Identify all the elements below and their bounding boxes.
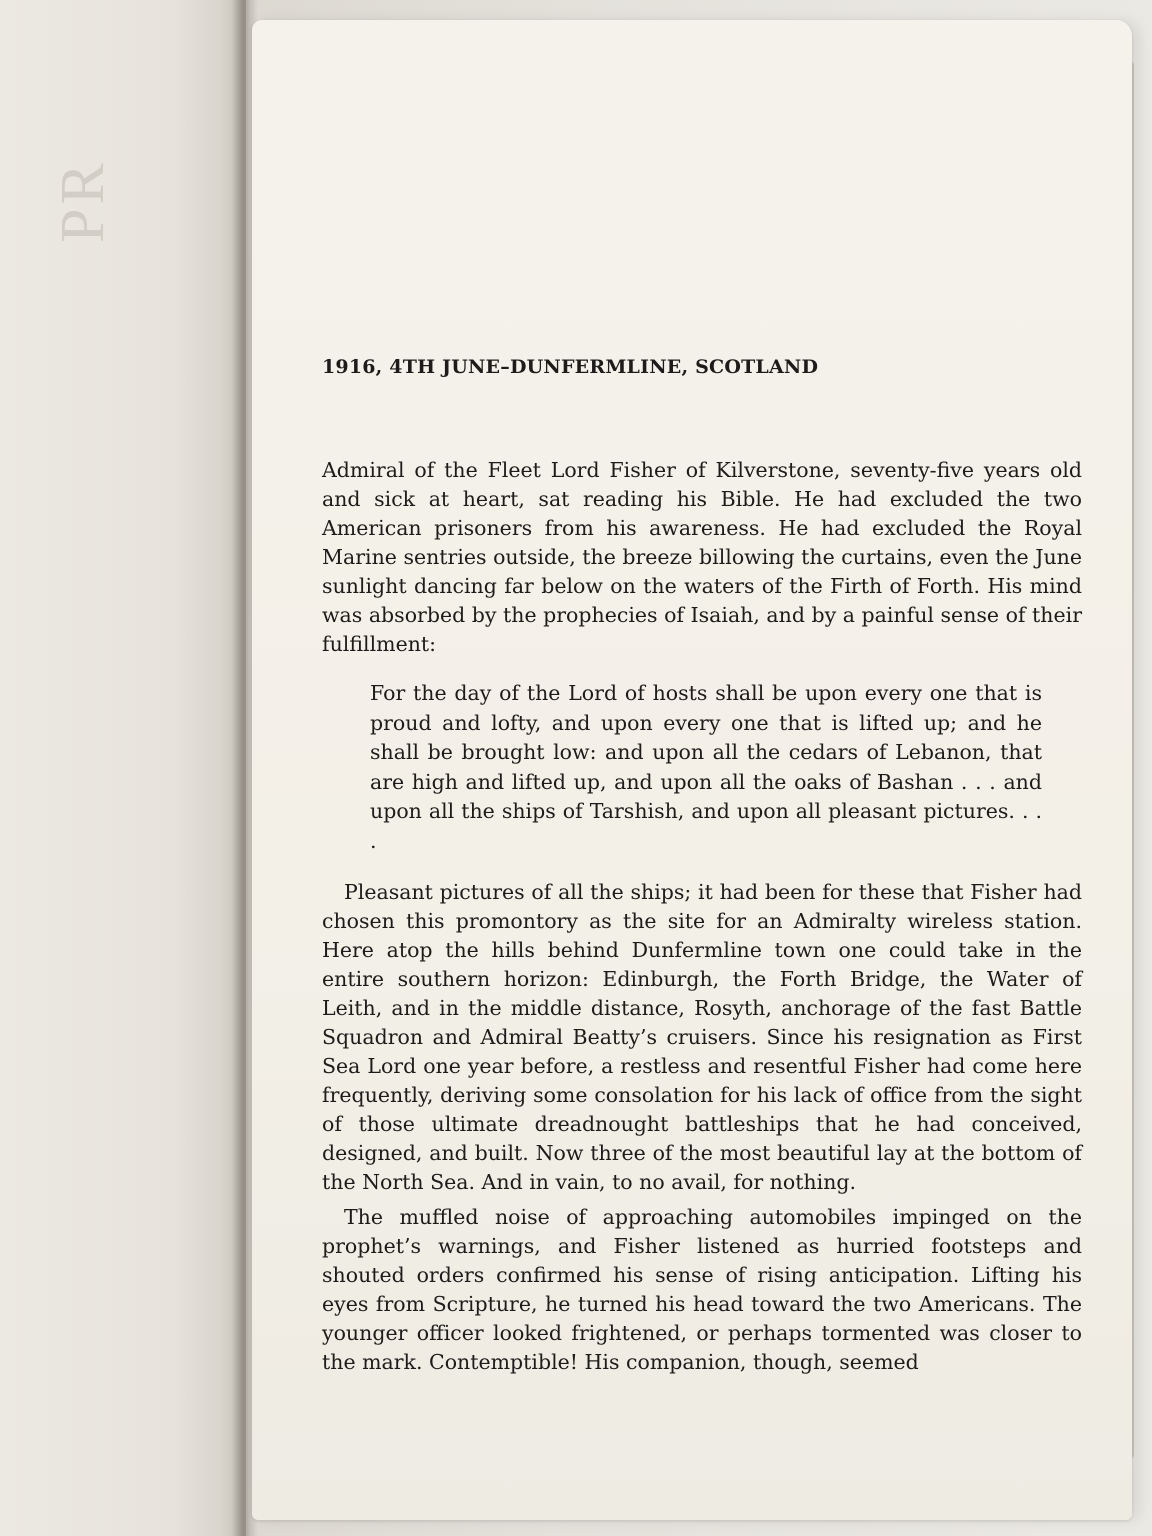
left-page-bleed-through-text: PR — [49, 159, 117, 243]
paragraph-3: The muffled noise of approaching automobiles impinged on the prophet’s warnings, and Fisher listened as hurried footsteps and shouted orders confirmed his sense of rising anticipation. Lifting his eyes from Scripture, he turned his head toward the two Americans. The younger officer looked frightened, or perhaps tormented was closer to the mark. Contemptible! His companion, though, seemed — [322, 1205, 1082, 1374]
text-block — [322, 356, 1082, 1377]
chapter-heading: 1916, 4TH JUNE–DUNFERMLINE, SCOTLAND — [322, 356, 819, 378]
right-page — [252, 20, 1132, 1520]
left-page — [0, 0, 246, 1536]
scripture-quote: For the day of the Lord of hosts shall be upon every one that is proud and lofty, and upon every one that is lifted up; and he shall be brought low: and upon all the cedars of Lebanon, that are high and lifted up, and upon all the oaks of Bashan . . . and upon all the ships of Tarshish, and upon all pleasant pictures. . . . — [370, 681, 1042, 853]
paragraph-1: Admiral of the Fleet Lord Fisher of Kilverstone, seventy-five years old and sick at heart, sat reading his Bible. He had excluded the two American prisoners from his awareness. He had excluded the Royal Marine sentries outside, the breeze billowing the curtains, even the June sunlight dancing far below on the waters of the Firth of Forth. His mind was absorbed by the prophecies of Isaiah, and by a painful sense of their fulfillment: — [322, 458, 1082, 656]
paragraph-2: Pleasant pictures of all the ships; it had been for these that Fisher had chosen this promontory as the site for an Admiralty wireless station. Here atop the hills behind Dunfermline town one could take in the entire southern horizon: Edinburgh, the Forth Bridge, the Water of Leith, and in the middle distance, Rosyth, anchorage of the fast Battle Squadron and Admiral Beatty’s cruisers. Since his resignation as First Sea Lord one year before, a restless and resentful Fisher had come here frequently, deriving some consolation for his lack of office from the sight of those ultimate dreadnought battleships that he had conceived, designed, and built. Now three of the most beautiful lay at the bottom of the North Sea. And in vain, to no avail, for nothing. — [322, 880, 1082, 1194]
